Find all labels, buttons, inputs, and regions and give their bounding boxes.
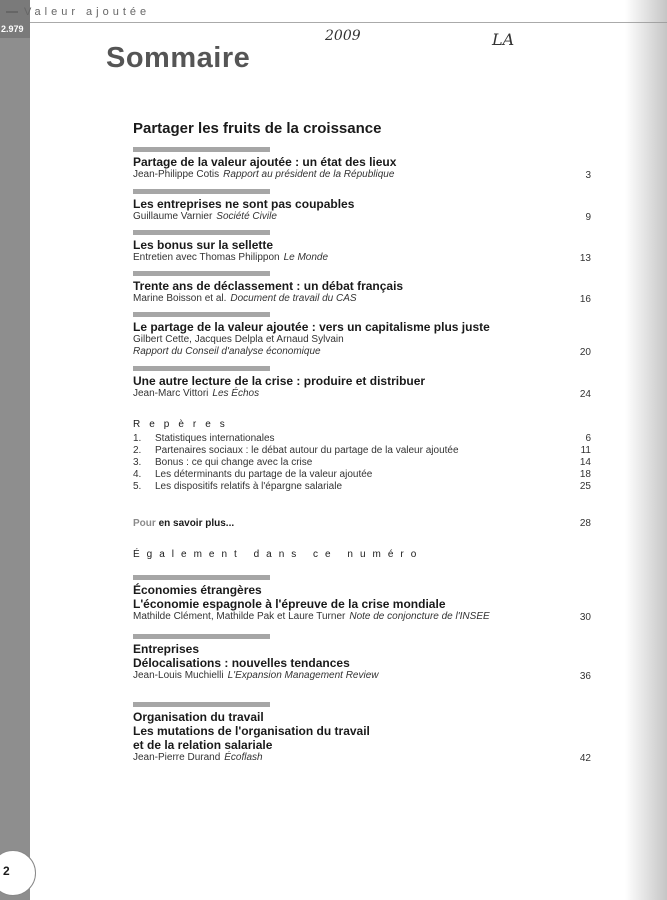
- article-source: L'Expansion Management Review: [227, 670, 379, 681]
- article-source: Écoflash: [224, 752, 263, 763]
- article-byline: [133, 388, 591, 400]
- article-source: Note de conjoncture de l'INSEE: [349, 611, 490, 622]
- article-byline: [133, 611, 591, 623]
- article-author: Gilbert Cette, Jacques Delpla et Arnaud Sylvain: [133, 334, 344, 345]
- issue-number: 2.979: [1, 24, 24, 34]
- more-info-line: [133, 518, 591, 529]
- item-number: 4.: [133, 469, 142, 480]
- page-title: Sommaire: [106, 42, 251, 74]
- running-head: [6, 6, 150, 18]
- item-page: 6: [585, 433, 591, 444]
- item-page: 14: [579, 457, 591, 468]
- article-byline: [133, 211, 591, 223]
- page-number: 2: [3, 864, 10, 878]
- article-entry: [133, 189, 591, 223]
- article-bar: [133, 702, 270, 707]
- also-title: L'économie espagnole à l'épreuve de la crise mondiale: [133, 597, 446, 611]
- article-source: Rapport au président de la République: [223, 169, 395, 180]
- article-author: Jean-Marc Vittori: [133, 388, 209, 399]
- article-page: 13: [579, 253, 591, 264]
- item-number: 3.: [133, 457, 142, 468]
- article-title: Les entreprises ne sont pas coupables: [133, 197, 355, 211]
- item-number: 5.: [133, 481, 142, 492]
- article-author: Jean-Pierre Durand: [133, 752, 221, 763]
- article-source: Le Monde: [283, 252, 329, 263]
- item-label: Les dispositifs relatifs à l'épargne salariale: [155, 481, 343, 492]
- item-number: 1.: [133, 433, 142, 444]
- handwritten-mark: LA: [492, 30, 515, 49]
- article-title: Partage de la valeur ajoutée : un état des lieux: [133, 155, 397, 169]
- also-heading: Également dans ce numéro: [133, 549, 424, 560]
- item-number: 2.: [133, 445, 142, 456]
- item-page: 11: [580, 445, 591, 456]
- also-title: Délocalisations : nouvelles tendances: [133, 656, 350, 670]
- article-page: 36: [579, 671, 591, 682]
- article-entry: [133, 366, 591, 400]
- article-bar: [133, 147, 270, 152]
- article-source: Rapport du Conseil d'analyse économique: [133, 346, 321, 357]
- article-author: Jean-Louis Muchielli: [133, 670, 224, 681]
- article-author: Jean-Philippe Cotis: [133, 169, 220, 180]
- article-bar: [133, 312, 270, 317]
- also-section: Économies étrangères: [133, 583, 262, 597]
- item-label: Statistiques internationales: [155, 433, 275, 444]
- more-page: 28: [579, 518, 591, 529]
- article-byline: [133, 252, 591, 264]
- list-item: [133, 481, 591, 493]
- article-entry: [133, 271, 591, 305]
- page-curl-shadow: [625, 0, 667, 900]
- also-section: Entreprises: [133, 642, 200, 656]
- item-page: 25: [579, 481, 591, 492]
- also-entry: [133, 702, 591, 764]
- article-entry: [133, 312, 591, 358]
- article-entry: [133, 230, 591, 264]
- article-bar: [133, 271, 270, 276]
- article-source: Les Échos: [212, 388, 260, 399]
- dash-icon: [6, 11, 18, 13]
- theme-heading: Partager les fruits de la croissance: [133, 120, 382, 137]
- article-byline: [133, 346, 591, 358]
- article-source: Document de travail du CAS: [230, 293, 357, 304]
- list-item: [133, 445, 591, 457]
- article-page: 9: [585, 212, 591, 223]
- article-author: Mathilde Clément, Mathilde Pak et Laure Turner: [133, 611, 346, 622]
- item-label: Partenaires sociaux : le débat autour du partage de la valeur ajoutée: [155, 445, 459, 456]
- article-title: Trente ans de déclassement : un débat français: [133, 279, 404, 293]
- also-title-line2: et de la relation salariale: [133, 738, 273, 752]
- article-title: Une autre lecture de la crise : produire et distribuer: [133, 374, 426, 388]
- more-pour: Pour: [133, 518, 156, 529]
- article-byline: [133, 670, 591, 682]
- article-page: 24: [579, 389, 591, 400]
- article-page: 42: [579, 753, 591, 764]
- also-title: Les mutations de l'organisation du travail: [133, 724, 370, 738]
- article-entry: [133, 147, 591, 181]
- item-label: Bonus : ce qui change avec la crise: [155, 457, 313, 468]
- article-page: 16: [579, 294, 591, 305]
- item-page: 18: [579, 469, 591, 480]
- more-rest: en savoir plus...: [158, 518, 235, 529]
- list-item: [133, 469, 591, 481]
- article-bar: [133, 230, 270, 235]
- also-entry: [133, 575, 591, 623]
- article-author: Marine Boisson et al.: [133, 293, 227, 304]
- running-title: Valeur ajoutée: [24, 6, 151, 18]
- list-item: [133, 457, 591, 469]
- article-byline: [133, 169, 591, 181]
- item-label: Les déterminants du partage de la valeur ajoutée: [155, 469, 373, 480]
- reperes-list: [133, 433, 591, 493]
- article-title: Les bonus sur la sellette: [133, 238, 274, 252]
- article-bar: [133, 189, 270, 194]
- article-byline: [133, 293, 591, 305]
- left-margin-band: [0, 0, 30, 900]
- article-bar: [133, 634, 270, 639]
- also-entry: [133, 634, 591, 682]
- article-page: 30: [579, 612, 591, 623]
- also-section: Organisation du travail: [133, 710, 264, 724]
- header-rule: [30, 22, 667, 23]
- reperes-heading: Repères: [133, 419, 234, 430]
- article-page: 3: [585, 170, 591, 181]
- article-page: 20: [579, 347, 591, 358]
- handwritten-year: 2009: [325, 28, 361, 44]
- article-bar: [133, 366, 270, 371]
- article-author: Entretien avec Thomas Philippon: [133, 252, 280, 263]
- article-source: Société Civile: [216, 211, 277, 222]
- article-byline: [133, 752, 591, 764]
- list-item: [133, 433, 591, 445]
- article-title: Le partage de la valeur ajoutée : vers un capitalisme plus juste: [133, 320, 490, 334]
- article-author: Guillaume Varnier: [133, 211, 213, 222]
- article-bar: [133, 575, 270, 580]
